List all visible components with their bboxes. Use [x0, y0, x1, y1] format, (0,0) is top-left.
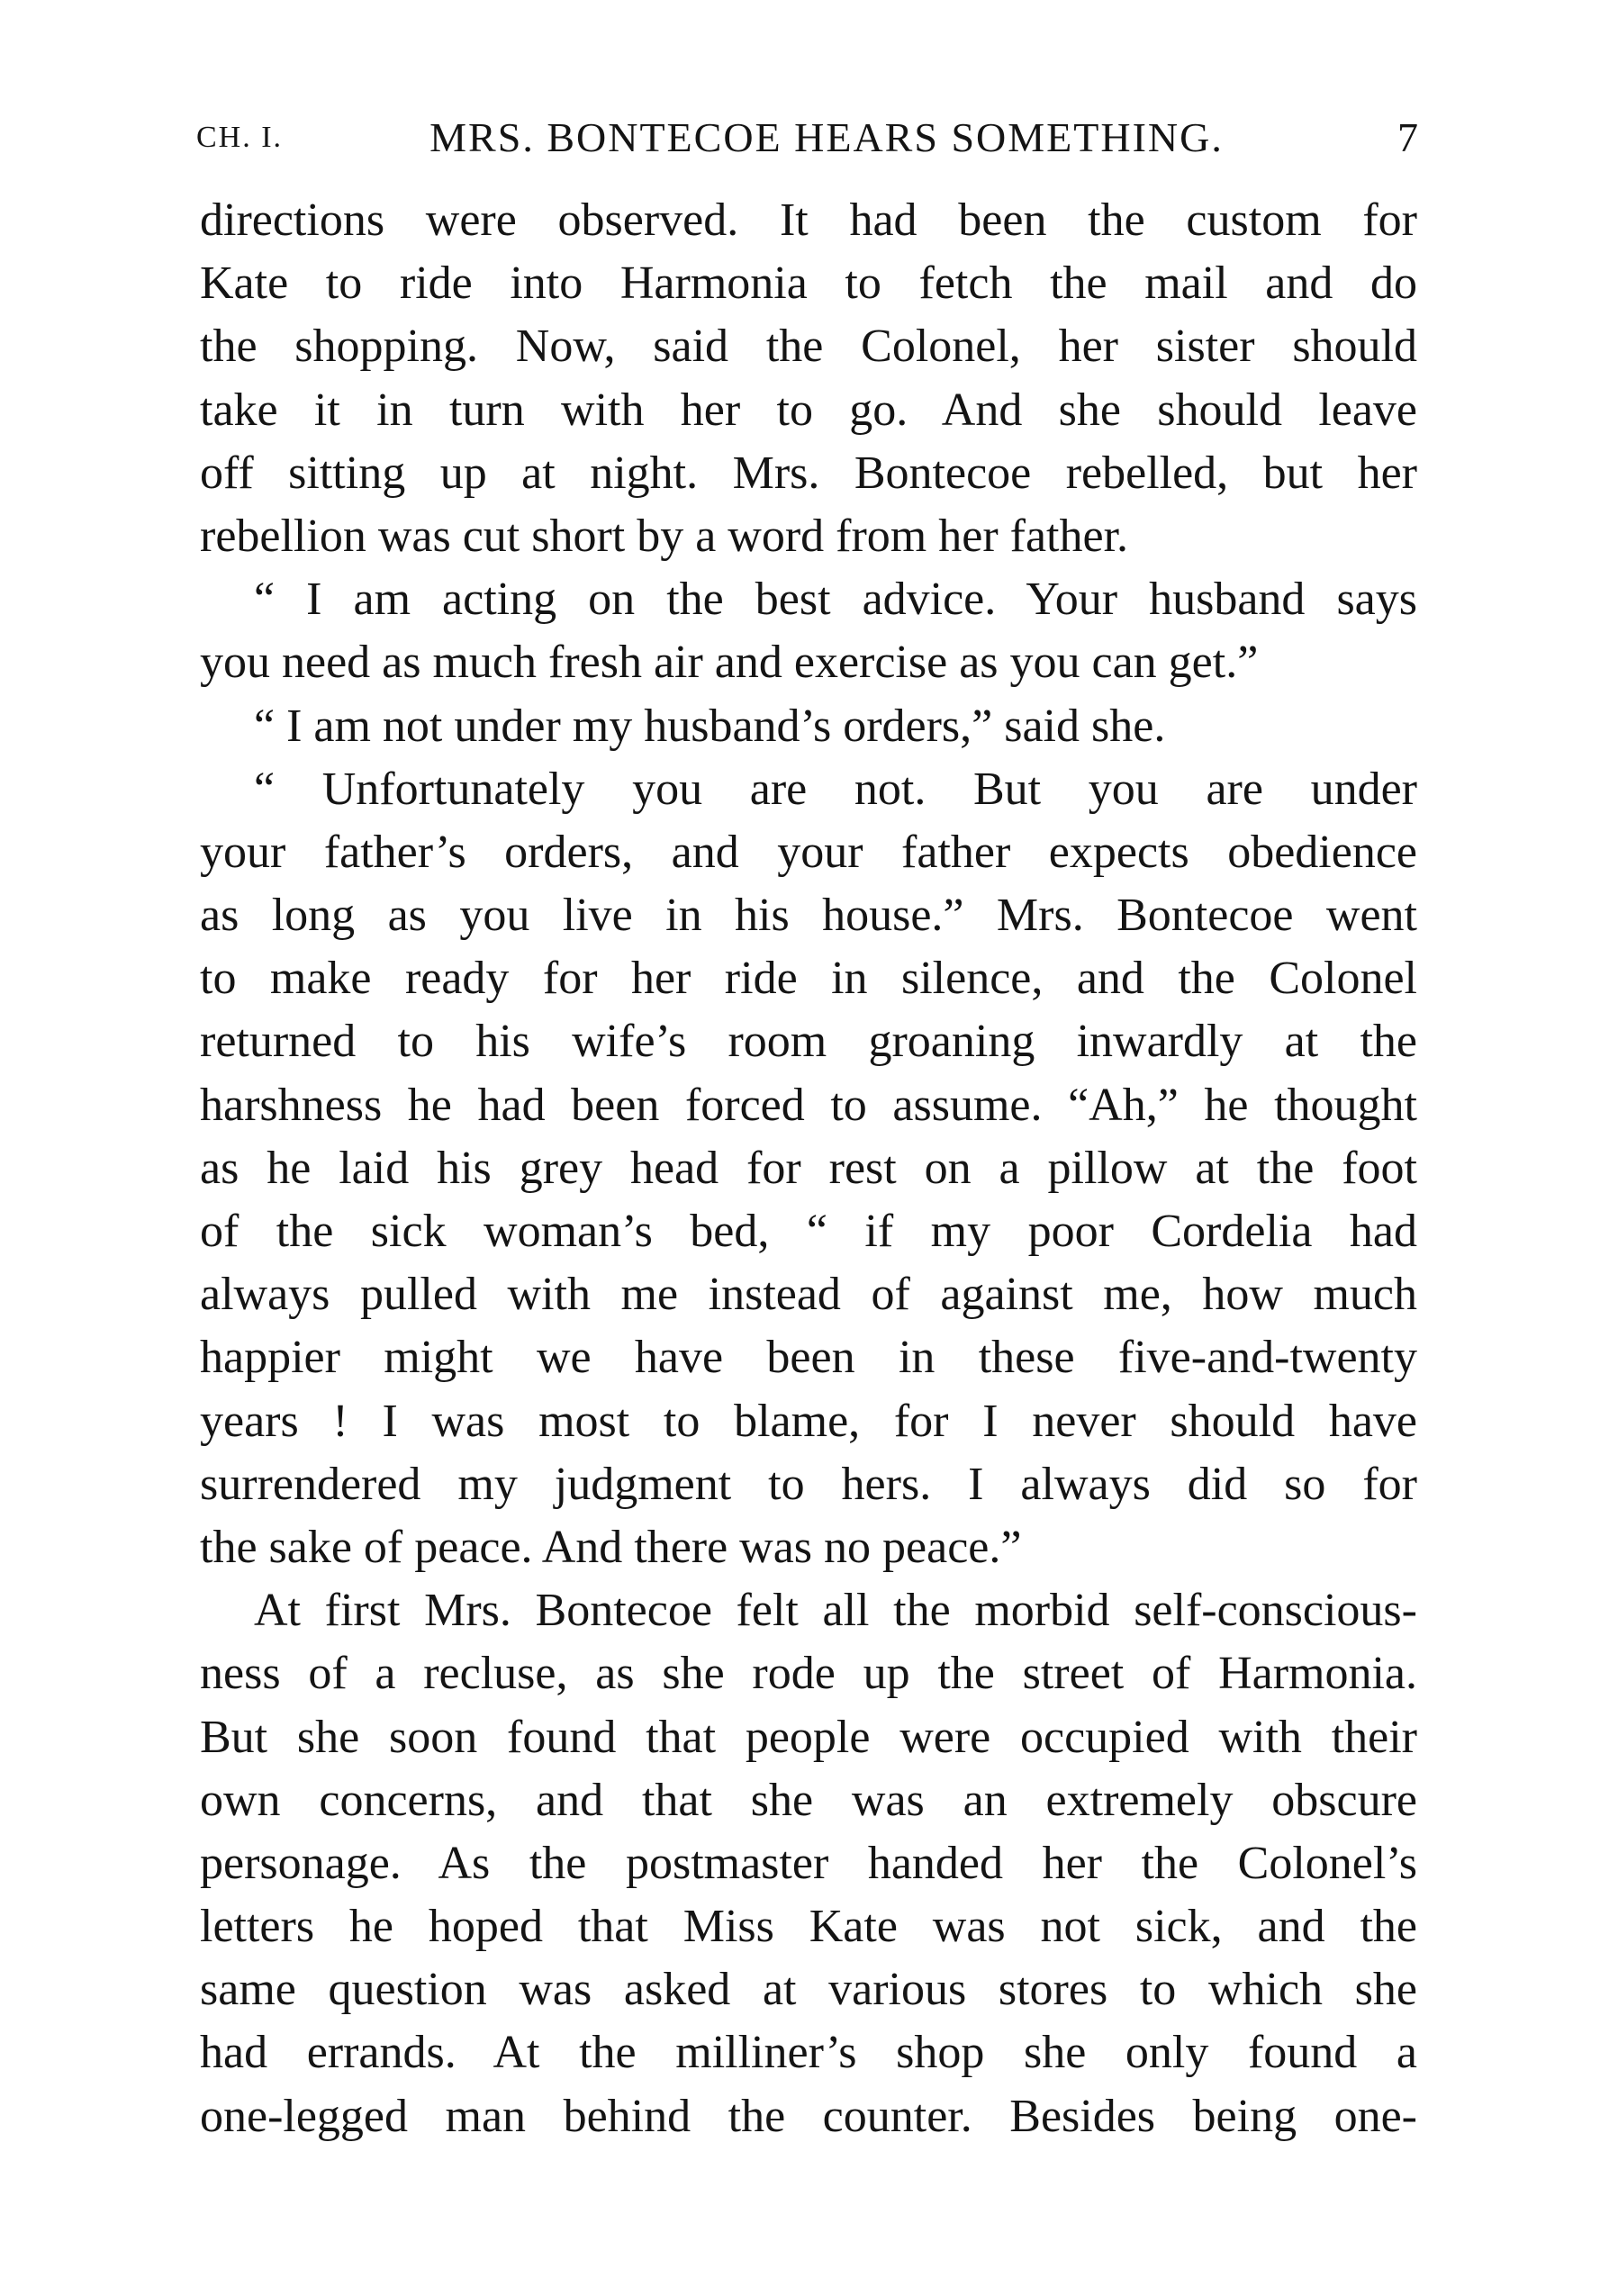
text-line: ness of a recluse, as she rode up the street of Harmonia.: [200, 1648, 1417, 1700]
text-line: “ I am acting on the best advice. Your husband says: [254, 574, 1417, 626]
text-line: had errands. At the milliner’s shop she only found a: [200, 2027, 1417, 2079]
text-line: directions were observed. It had been the custom for: [200, 194, 1417, 246]
text-line: “ Unfortunately you are not. But you are under: [254, 763, 1417, 815]
body-text: [200, 189, 1417, 2148]
running-title: MRS. BONTECOE HEARS SOMETHING.: [429, 114, 1224, 160]
text-line: the sake of peace. And there was no peace.”: [200, 1521, 1022, 1573]
page-number: 7: [1397, 114, 1419, 160]
text-line: At first Mrs. Bontecoe felt all the morbid self-conscious-: [254, 1585, 1417, 1637]
text-line: always pulled with me instead of against me, how much: [200, 1269, 1417, 1321]
text-line: one-legged man behind the counter. Besides being one-: [200, 2090, 1417, 2142]
text-line: rebellion was cut short by a word from her father.: [200, 510, 1129, 562]
text-line: the shopping. Now, said the Colonel, her sister should: [200, 321, 1417, 373]
text-line: letters he hoped that Miss Kate was not sick, and the: [200, 1901, 1417, 1953]
text-line: returned to his wife’s room groaning inwardly at the: [200, 1016, 1417, 1068]
text-line: of the sick woman’s bed, “ if my poor Cordelia had: [200, 1206, 1417, 1257]
text-line: as he laid his grey head for rest on a pillow at the foot: [200, 1142, 1417, 1194]
text-line: as long as you live in his house.” Mrs. Bontecoe went: [200, 890, 1417, 942]
text-line: personage. As the postmaster handed her the Colonel’s: [200, 1837, 1417, 1889]
text-line: you need as much fresh air and exercise as you can get.”: [200, 637, 1259, 689]
text-line: “ I am not under my husband’s orders,” said she.: [254, 700, 1166, 752]
text-line: to make ready for her ride in silence, and the Colonel: [200, 953, 1417, 1005]
text-line: Kate to ride into Harmonia to fetch the mail and do: [200, 258, 1417, 310]
text-line: off sitting up at night. Mrs. Bontecoe rebelled, but her: [200, 447, 1417, 499]
text-line: years ! I was most to blame, for I never should have: [200, 1395, 1417, 1447]
text-line: surrendered my judgment to hers. I always did so for: [200, 1458, 1417, 1510]
text-line: happier might we have been in these five-and-twenty: [200, 1332, 1417, 1384]
text-line: But she soon found that people were occupied with their: [200, 1711, 1417, 1763]
running-header: [196, 106, 1419, 169]
text-line: your father’s orders, and your father expects obedience: [200, 826, 1417, 878]
text-line: take it in turn with her to go. And she should leave: [200, 384, 1417, 436]
text-line: same question was asked at various stores to which she: [200, 1964, 1417, 2016]
chapter-label: CH. I.: [196, 121, 284, 154]
text-line: own concerns, and that she was an extremely obscure: [200, 1774, 1417, 1826]
text-line: harshness he had been forced to assume. “Ah,” he thought: [200, 1079, 1417, 1131]
